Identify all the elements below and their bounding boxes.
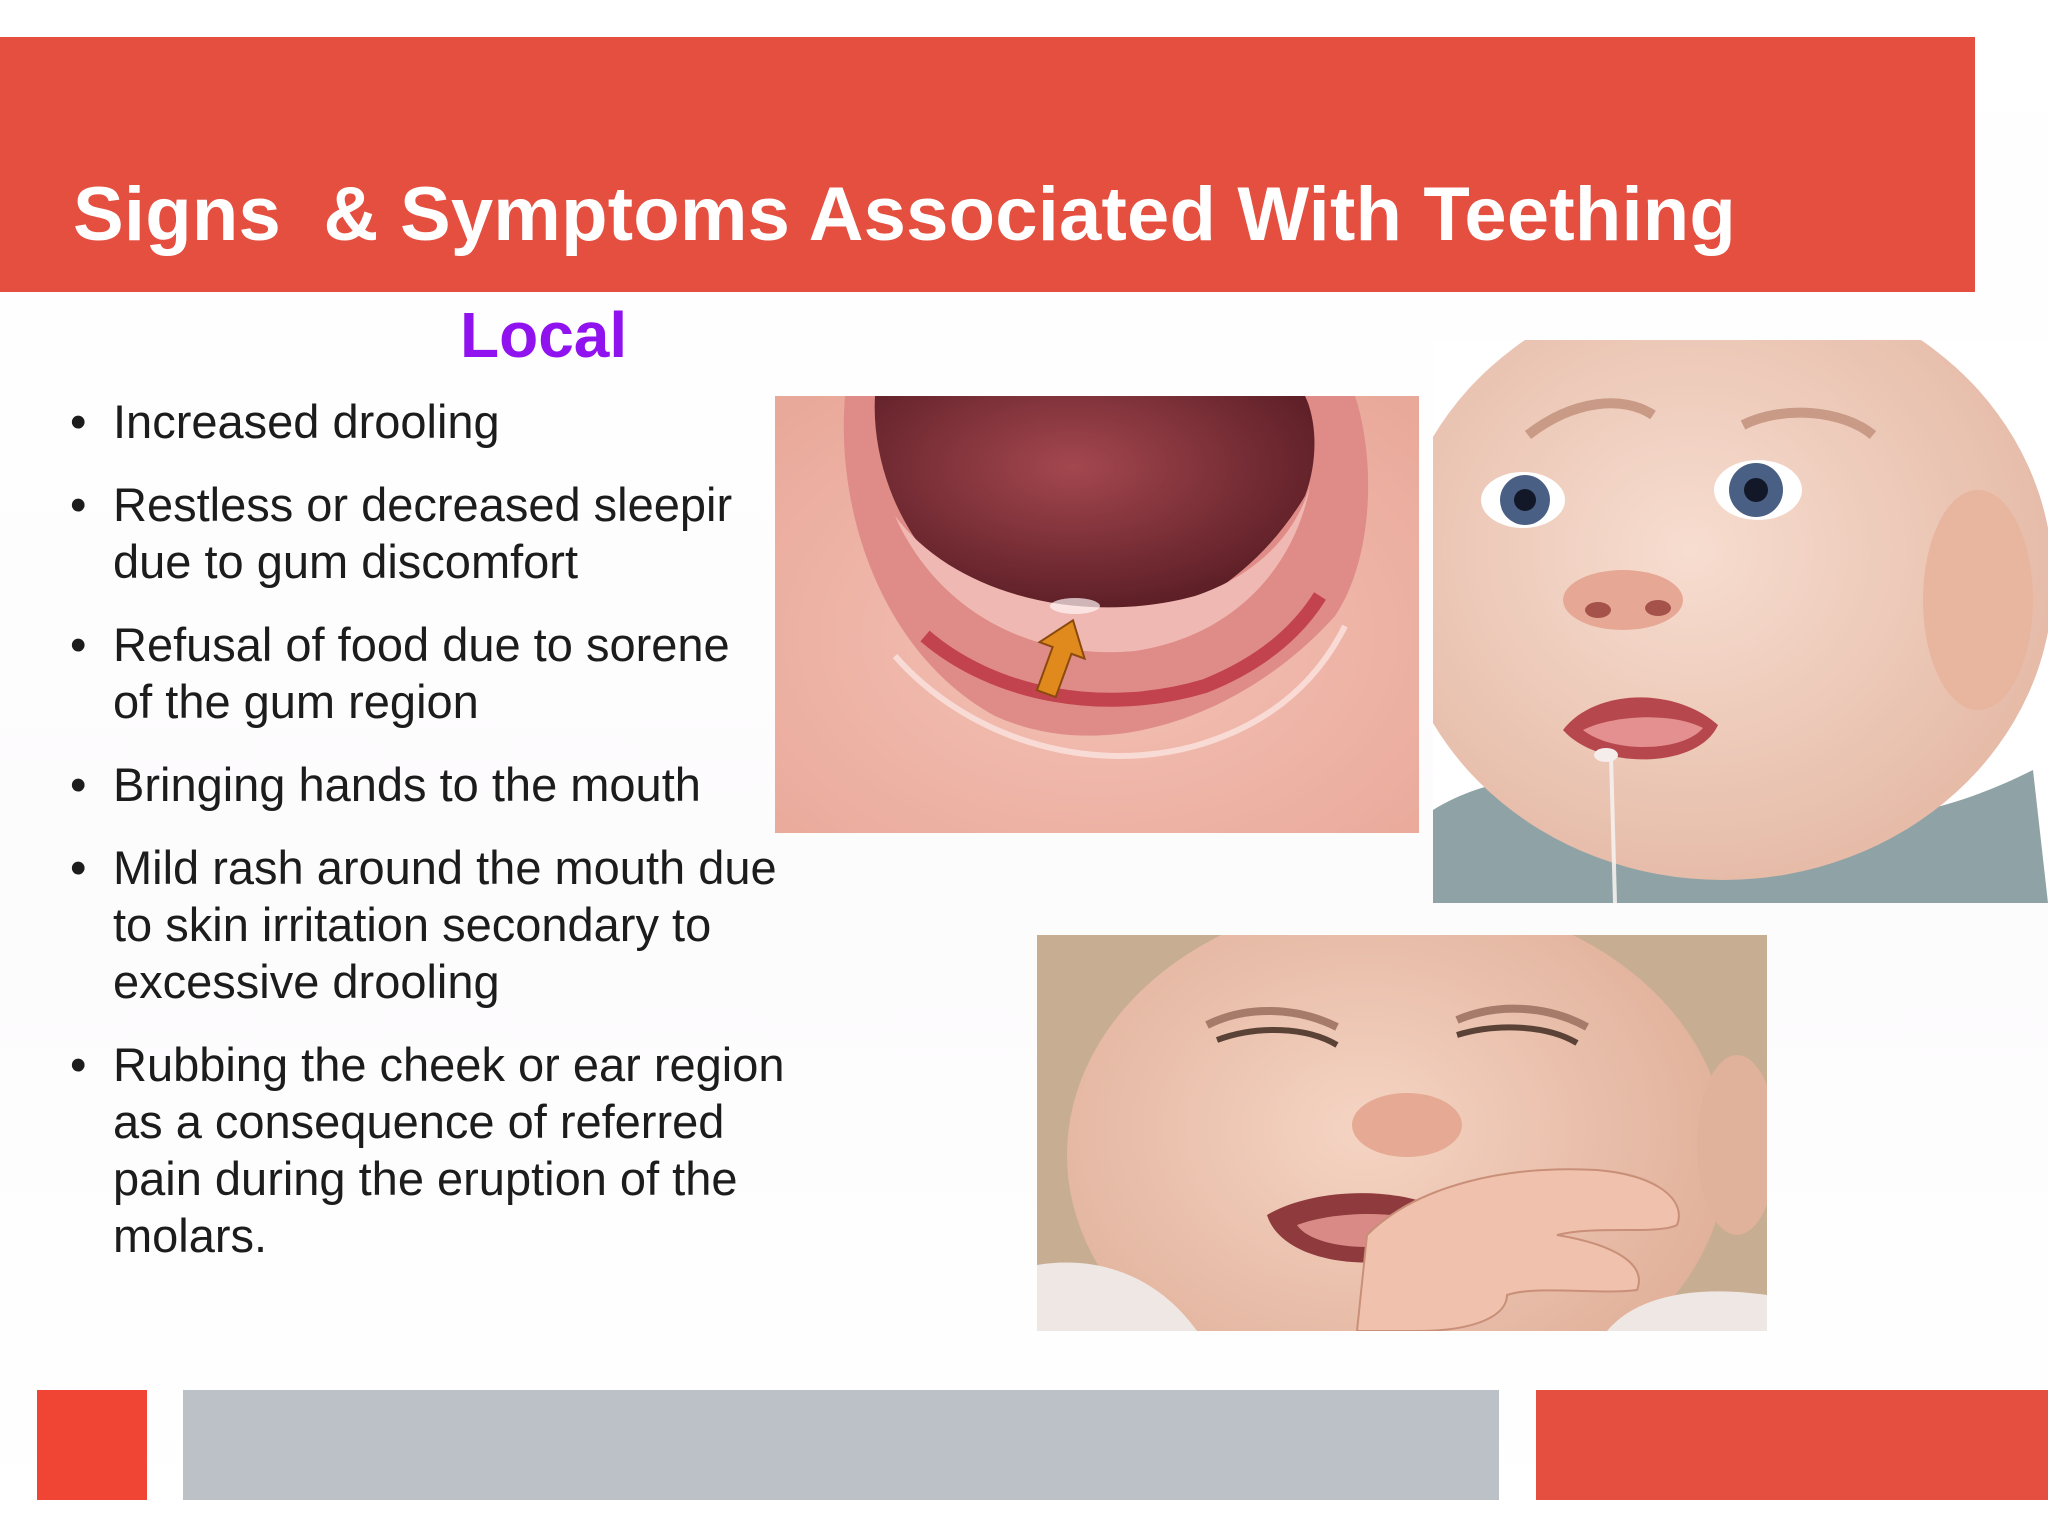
bullet-text: Mild rash around the mouth due [113,841,777,894]
bullet-icon: • [70,478,87,531]
bullet-text: Restless or decreased sleepir [113,478,733,531]
bullet-text: Increased drooling [113,395,500,448]
symptom-list [70,393,850,1290]
bullet-icon: • [70,758,87,811]
list-item [70,393,850,450]
drooling-baby-photo [1433,340,2048,903]
bullet-text: pain during the eruption of the [113,1152,738,1205]
crying-baby-photo [1037,935,1767,1331]
bullet-icon: • [70,1038,87,1091]
bullet-text: molars. [113,1209,268,1262]
list-item [70,839,850,1010]
bullet-icon: • [70,618,87,671]
bullet-text: Refusal of food due to sorene [113,618,730,671]
footer-square [37,1390,147,1500]
list-item [70,616,850,730]
bullet-icon: • [70,841,87,894]
bullet-text: excessive drooling [113,955,500,1008]
bullet-icon: • [70,395,87,448]
footer-red-bar [1536,1390,2048,1500]
list-item [70,1036,850,1264]
footer-gray-bar [183,1390,1499,1500]
bullet-text: to skin irritation secondary to [113,898,712,951]
section-subheading: Local [460,299,628,371]
bullet-text: due to gum discomfort [113,535,578,588]
bullet-text: as a consequence of referred [113,1095,725,1148]
bullet-text: Bringing hands to the mouth [113,758,701,811]
list-item [70,476,850,590]
bullet-text: of the gum region [113,675,479,728]
bullet-text: Rubbing the cheek or ear region [113,1038,785,1091]
slide-title: Signs & Symptoms Associated With Teething [73,172,1737,257]
gum-closeup-photo [775,396,1419,833]
list-item [70,756,850,813]
